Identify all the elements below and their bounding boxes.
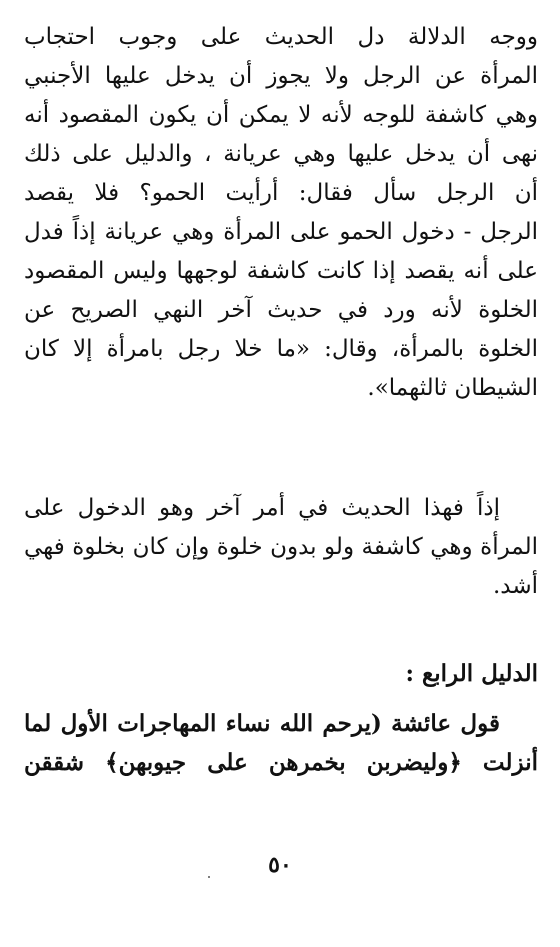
paragraph-1-line: أن الرجل سأل فقال: أرأيت الحمو؟ فلا يقصد [24, 180, 538, 206]
paragraph-1-line: نهى أن يدخل عليها وهي عريانة ، والدليل على ذلك [24, 141, 538, 167]
paragraph-2 [24, 489, 538, 606]
paragraph-2-line: أشد. [492, 573, 538, 599]
paragraph-1-line: الرجل - دخول الحمو على المرأة وهي عريانة إذاً فدل [24, 219, 538, 245]
paragraph-1-line: الخلوة لأنه ورد في حديث آخر النهي الصريح عن [24, 297, 538, 323]
page-number: ٥٠ [268, 852, 292, 878]
paragraph-1-line: وهي كاشفة للوجه لأنه لا يمكن أن يكون المقصود أنه [24, 102, 538, 128]
paragraph-3-line: أنزلت ﴿وليضربن بخمرهن على جيوبهن﴾ شققن [24, 749, 538, 776]
paragraph-3-line: قول عائشة (يرحم الله نساء المهاجرات الأول لما [24, 710, 500, 737]
scan-speck [208, 876, 210, 878]
paragraph-2-line: المرأة وهي كاشفة ولو بدون خلوة وإن كان بخلوة فهي [24, 534, 538, 560]
section-heading: الدليل الرابع : [405, 660, 538, 687]
paragraph-3 [24, 704, 538, 782]
paragraph-1 [24, 18, 538, 408]
paragraph-2-line: إذاً فهذا الحديث في أمر آخر وهو الدخول على [24, 495, 500, 521]
paragraph-1-line: ووجه الدلالة دل الحديث على وجوب احتجاب [24, 24, 538, 50]
paragraph-1-line: الخلوة بالمرأة، وقال: «ما خلا رجل بامرأة إلا كان [24, 336, 538, 362]
paragraph-1-line: الشيطان ثالثهما». [367, 375, 538, 401]
paragraph-1-line: على أنه يقصد إذا كانت كاشفة لوجهها وليس المقصود [24, 258, 538, 284]
paragraph-1-line: المرأة عن الرجل ولا يجوز أن يدخل عليها الأجنبي [24, 63, 538, 89]
